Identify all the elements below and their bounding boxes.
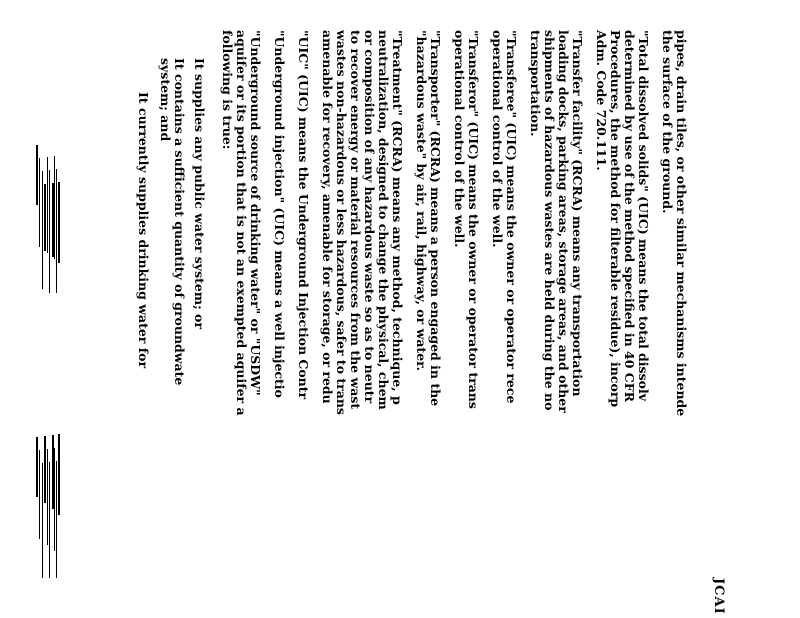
scan-bar	[39, 158, 40, 247]
paragraph-line: determined by use of the method specified in 40 CFR	[622, 30, 637, 402]
paragraph-line: pipes, drain tiles, or other similar mechanisms intende	[674, 30, 689, 417]
scan-bar	[58, 434, 60, 515]
scan-bar	[42, 171, 43, 289]
paragraph-line: following is true:	[220, 30, 235, 150]
list-item: It contains a sufficient quantity of groundwate	[172, 58, 187, 386]
paragraph-line: or composition of any hazardous waste so as to neutr	[362, 30, 377, 404]
scan-bar	[47, 157, 48, 253]
scan-bar	[54, 448, 55, 551]
scan-bar	[58, 182, 60, 263]
paragraph-line: neutralization, designed to change the physical, chem	[376, 30, 391, 410]
scan-bar	[54, 156, 55, 259]
scan-bar	[44, 436, 46, 503]
scan-bar	[49, 170, 50, 293]
paragraph-line: transportation.	[528, 30, 543, 137]
paragraph-line: Procedures, the method for filterable residue), incorp	[608, 30, 623, 408]
scan-bar	[42, 463, 43, 578]
paragraph-line: aquifer or its portion that is not an exempted aquifer a	[234, 30, 249, 416]
paragraph-line: "Underground source of drinking water" or "USDW"	[248, 30, 263, 396]
list-item: It currently supplies drinking water for	[136, 92, 151, 369]
margin-scan-artifact-top	[34, 145, 74, 295]
paragraph-line: "Total dissolved solids" (UIC) means the total dissolv	[636, 30, 651, 401]
margin-scan-artifact-bottom	[34, 430, 74, 580]
scan-bar	[56, 169, 57, 293]
list-item: It supplies any public water system; or	[192, 58, 207, 329]
paragraph-line: to recover energy or material resources from the wast	[348, 30, 363, 410]
paragraph-line: "Transferor" (UIC) means the owner or operator trans	[466, 30, 481, 409]
scan-bar	[56, 461, 57, 578]
paragraph-line: shipments of hazardous wastes are held during the no	[542, 30, 557, 411]
paragraph-line: "UIC" (UIC) means the Underground Injection Contr	[296, 30, 311, 400]
scan-bar	[39, 450, 40, 539]
scan-bar	[47, 449, 48, 545]
paragraph-line: "Transferee" (UIC) means the owner or operator rece	[504, 30, 519, 404]
scan-bar	[36, 437, 38, 497]
scan-bar	[36, 145, 38, 205]
paragraph-line: operational control of the well.	[452, 30, 467, 248]
paragraph-line: operational control of the well.	[490, 30, 505, 248]
paragraph-line: loading docks, parking areas, storage areas, and other	[556, 30, 571, 413]
paragraph-line: the surface of the ground.	[660, 30, 675, 214]
paragraph-line: amenable for recovery, amenable for storage, or redu	[320, 30, 335, 404]
paragraph-line: Adm. Code 720.111.	[594, 30, 609, 171]
page-header: JCAI	[711, 578, 726, 615]
paragraph-line: "Treatment" (RCRA) means any method, technique, p	[390, 30, 405, 405]
paragraph-line: "Underground injection" (UIC) means a well injectio	[272, 30, 287, 398]
paragraph-line: "Transporter" (RCRA) means a person engaged in the	[428, 30, 443, 407]
paragraph-line: "Transfer facility" (RCRA) means any transportation	[570, 30, 585, 397]
scan-bar	[44, 184, 46, 251]
paragraph-line: "hazardous waste" by air, rail, highway, or water.	[414, 30, 429, 371]
scan-bar	[49, 462, 50, 578]
list-item: system; and	[158, 58, 173, 142]
paragraph-line: wastes non-hazardous or less hazardous, safer to trans	[334, 30, 349, 415]
